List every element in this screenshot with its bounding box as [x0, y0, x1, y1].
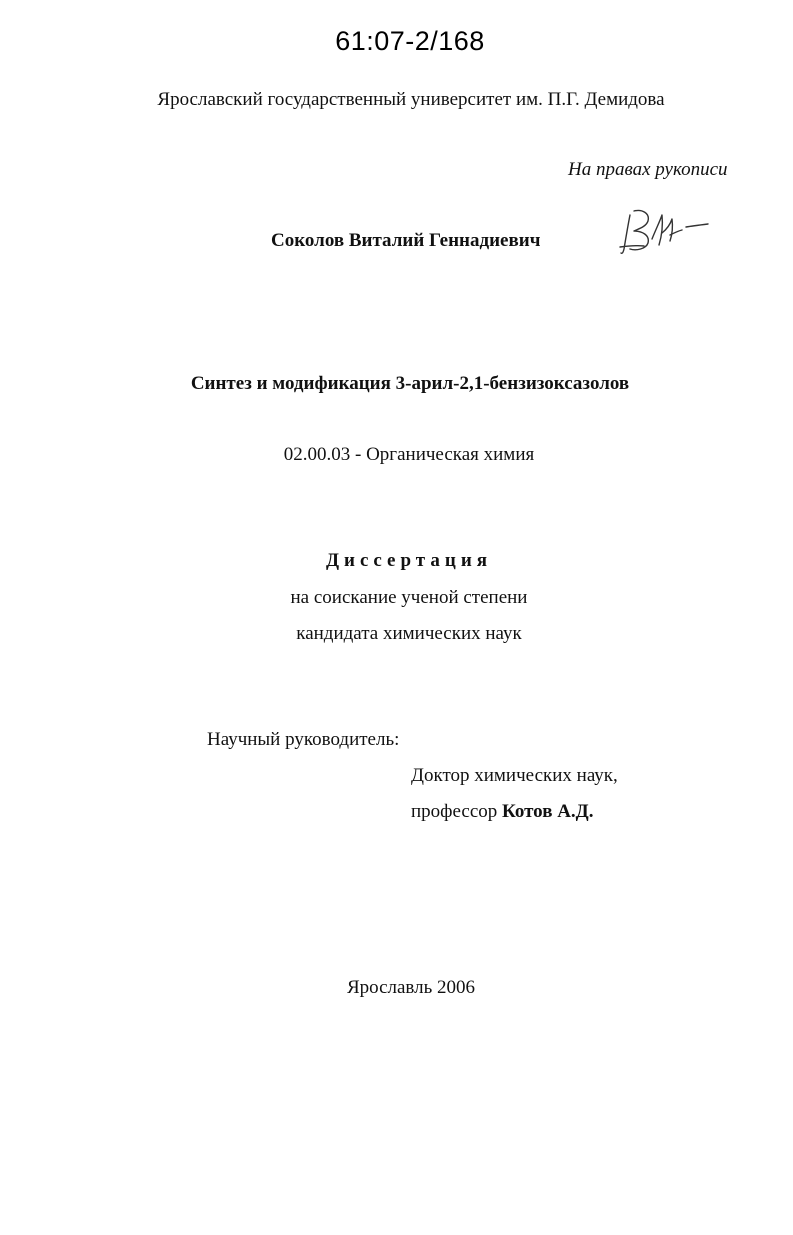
advisor-title: профессор — [411, 801, 498, 822]
document-type: Диссертация — [325, 550, 493, 571]
advisor-degree: Доктор химических наук, — [411, 765, 618, 786]
city-year: Ярославль 2006 — [346, 977, 476, 998]
thesis-title: Синтез и модификация 3-арил-2,1-бензизоксазолов — [190, 373, 630, 394]
signature-icon — [612, 205, 716, 259]
advisor-line — [411, 801, 594, 823]
catalog-number: 61:07-2/168 — [335, 26, 485, 56]
author-name: Соколов Виталий Геннадиевич — [271, 230, 541, 251]
specialty-code: 02.00.03 - Органическая химия — [283, 444, 535, 465]
advisor-name: Котов А.Д. — [502, 801, 594, 822]
university-name: Ярославский государственный университет им. П.Г. Демидова — [157, 89, 665, 110]
degree-line-1: на соискание ученой степени — [290, 587, 528, 608]
manuscript-note: На правах рукописи — [568, 159, 728, 180]
degree-line-2: кандидата химических наук — [296, 623, 522, 644]
advisor-label: Научный руководитель: — [207, 729, 400, 750]
